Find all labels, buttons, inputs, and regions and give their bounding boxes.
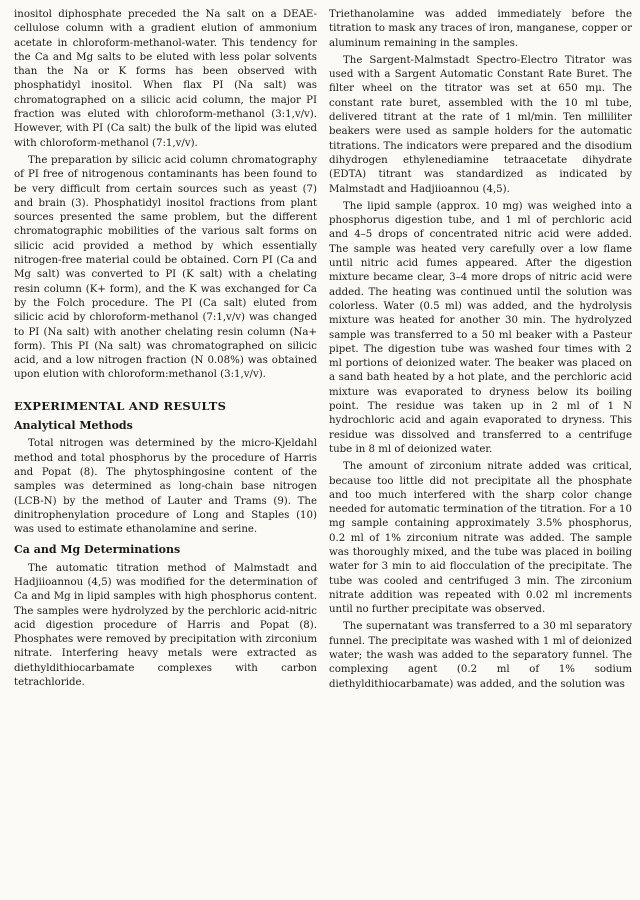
paragraph-triethanolamine: Triethanolamine was added immediately before the titration to mask any traces of iron, manganese, copper or aluminum remaining in the samples. bbox=[329, 9, 632, 49]
paragraph-intro-continued: inositol diphosphate preceded the Na salt on a DEAE-cellulose column with a gradient elution of ammonium acetate in chloroform-methanol-water. This tendency for the Ca and Mg salts to be eluted with less polar solvents than the Na or K forms has been observed with phosphatidyl inositol. When flax PI (Na salt) was chromatographed on a silicic acid column, the major PI fraction was eluted with chloroform-methanol (3:1,v/v). However, with PI (Ca salt) the bulk of the lipid was eluted with chloroform-methanol (7:1,v/v). bbox=[14, 9, 317, 149]
paragraph-pi-preparation: The preparation by silicic acid column chromatography of PI free of nitrogenous contaminants has been found to be very difficult from certain sources such as yeast (7) and brain (3). Phosphatidyl inositol fractions from plant sources presented the same problem, but the different chromatographic mobilities of the various salt forms on silicic acid provided a method by which essentially nitrogen-free material could be obtained. Corn PI (Ca and Mg salt) was converted to PI (K salt) with a chelating resin column (K+ form), and the K was exchanged for Ca by the Folch procedure. The PI (Ca salt) eluted from silicic acid by chloroform-methanol (7:1,v/v) was changed to PI (Na salt) with another chelating resin column (Na+ form). This PI (Na salt) was chromatographed on silicic acid, and a low nitrogen fraction (N 0.08%) was obtained upon elution with chloroform:methanol (3:1,v/v). bbox=[14, 154, 317, 381]
subsection-heading-analytical-methods: Analytical Methods bbox=[14, 419, 133, 433]
paragraph-lipid-sample: The lipid sample (approx. 10 mg) was weighed into a phosphorus digestion tube, and 1 ml of perchloric acid and 4–5 drops of concentrated nitric acid were added. The sample was heated very carefully over a low flame until nitric acid fumes appeared. After the digestion mixture became clear, 3–4 more drops of nitric acid were added. The heating was continued until the solution was colorless. Water (0.5 ml) was added, and the hydrolysis mixture was heated for another 30 min. The hydrolyzed sample was transferred to a 50 ml beaker with a Pasteur pipet. The digestion tube was washed four times with 2 ml portions of deionized water. The beaker was placed on a sand bath heated by a hot plate, and the perchloric acid mixture was evaporated to dryness below its boiling point. The residue was taken up in 2 ml of 1 N hydrochloric acid and again evaporated to dryness. This residue was dissolved and transferred to a centrifuge tube in 8 ml of deionized water. bbox=[329, 200, 632, 455]
subsection-heading-ca-mg: Ca and Mg Determinations bbox=[14, 543, 181, 557]
paragraph-supernatant: The supernatant was transferred to a 30 ml separatory funnel. The precipitate was washed with 1 ml of deionized water; the wash was added to the separatory funnel. The complexing agent (0.2 ml of 1% sodium diethyldithiocarbamate) was added, and the solution was bbox=[329, 621, 632, 690]
paragraph-analytical-methods: Total nitrogen was determined by the micro-Kjeldahl method and total phosphorus by the procedure of Harris and Popat (8). The phytosphingosine content of the samples was determined as long-chain base nitrogen (LCB-N) by the method of Lauter and Trams (9). The dinitrophenylation procedure of Long and Staples (10) was used to estimate ethanolamine and serine. bbox=[14, 438, 317, 536]
paragraph-ca-mg-determinations: The automatic titration method of Malmstadt and Hadjiioannou (4,5) was modified for the determination of Ca and Mg in lipid samples with high phosphorus content. The samples were hydrolyzed by the perchloric acid-nitric acid digestion procedure of Harris and Popat (8). Phosphates were removed by precipitation with zirconium nitrate. Interfering heavy metals were extracted as diethyldithiocarbamate complexes with carbon tetrachloride. bbox=[14, 562, 317, 689]
two-column-body bbox=[14, 8, 632, 692]
left-column bbox=[14, 8, 317, 692]
section-heading-experimental: EXPERIMENTAL AND RESULTS bbox=[14, 398, 227, 413]
right-column bbox=[329, 8, 632, 692]
paragraph-zirconium-nitrate: The amount of zirconium nitrate added was critical, because too little did not precipitate all the phosphate and too much interfered with the sharp color change needed for automatic termination of the titration. For a 10 mg sample containing approximately 3.5% phosphorus, 0.2 ml of 1% zirconium nitrate was added. The sample was thoroughly mixed, and the tube was placed in boiling water for 3 min to aid flocculation of the precipitate. The tube was cooled and centrifuged 3 min. The zirconium nitrate addition was repeated with 0.02 ml increments until no further precipitate was observed. bbox=[329, 461, 632, 616]
paragraph-titrator: The Sargent-Malmstadt Spectro-Electro Titrator was used with a Sargent Automatic Constant Rate Buret. The filter wheel on the titrator was set at 650 mμ. The constant rate buret, assembled with the 10 ml tube, delivered titrant at the rate of 1 ml/min. Ten milliliter beakers were used as sample holders for the automatic titrations. The indicators were prepared and the disodium dihydrogen ethylenediamine tetraacetate dihydrate (EDTA) titrant was standardized as indicated by Malmstadt and Hadjiioannou (4,5). bbox=[329, 54, 632, 195]
